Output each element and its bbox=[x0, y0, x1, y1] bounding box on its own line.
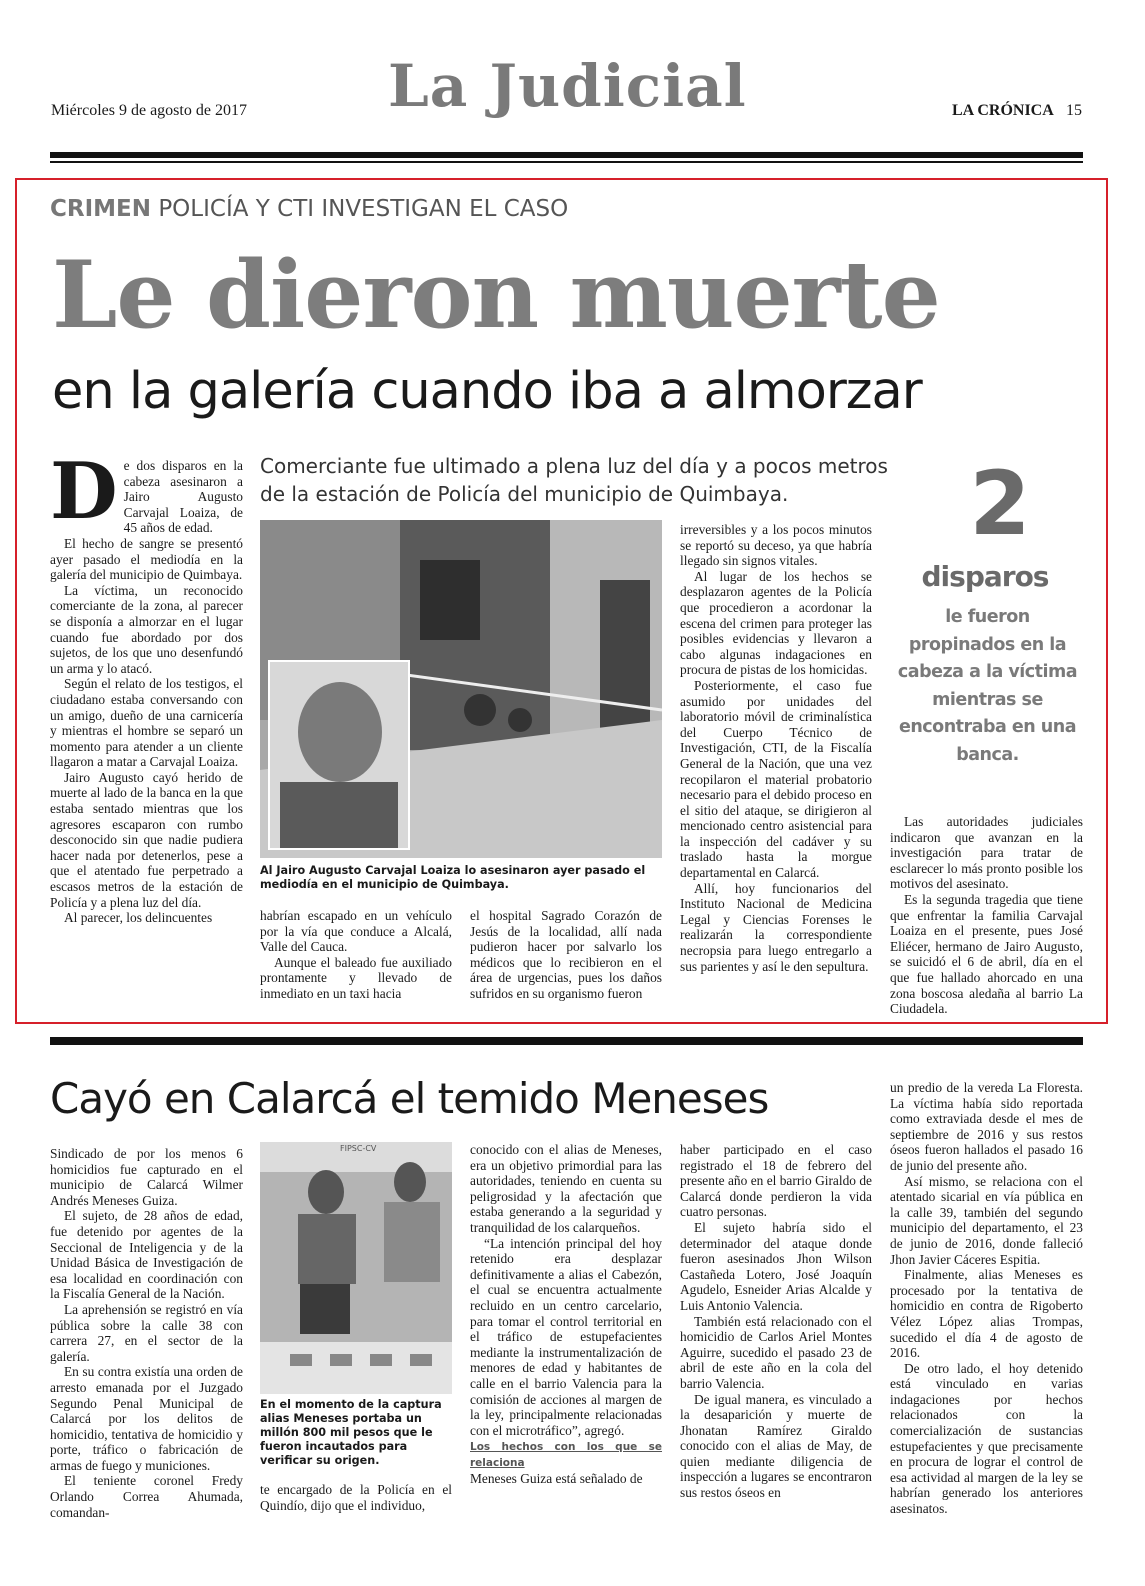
subsection-title: Los hechos con los que se relaciona bbox=[470, 1441, 662, 1469]
headline-main: Le dieron muerte bbox=[52, 240, 940, 349]
kicker-label: CRIMEN bbox=[50, 196, 151, 222]
stat-number: 2 bbox=[969, 452, 1031, 555]
paragraph: e dos disparos en la cabeza asesinaron a Jairo Augusto Carvajal Loaiza, de 45 años de edad. bbox=[123, 458, 243, 536]
paragraph: El teniente coronel Fredy Orlando Correa Ahumada, comandan- bbox=[50, 1473, 243, 1520]
crime-scene-photo bbox=[260, 520, 662, 858]
paragraph: Posteriormente, el caso fue asumido por unidades del laboratorio móvil de criminalística del Cuerpo Técnico de Investigación, CTI, de la Fiscalía General de la Nación, que una vez recopilaron el material probatorio necesario para el debido proceso en el sitio del ataque, se dirigieron al mencionado centro asistencial para la inspección del cadáver y su traslado hasta la morgue departamental en Calarcá. bbox=[680, 677, 872, 881]
article2-column-4 bbox=[680, 1142, 872, 1542]
article2-column-3 bbox=[470, 1142, 662, 1542]
victim-portrait-image bbox=[270, 662, 408, 848]
paragraph: El sujeto, de 28 años de edad, fue detenido por agentes de la Seccional de Inteligencia y de la Unidad Básica de Investigación de esa localidad en coordinación con la Fiscalía General de la Nación. bbox=[50, 1208, 243, 1302]
kicker-text: POLICÍA Y CTI INVESTIGAN EL CASO bbox=[158, 196, 569, 222]
paragraph: Meneses Guiza está señalado de bbox=[470, 1471, 643, 1487]
article1-column-3 bbox=[470, 908, 662, 1018]
capture-caption: En el momento de la captura alias Meneses portaba un millón 800 mil pesos que le fueron incautados para verificar su origen. bbox=[260, 1398, 442, 1467]
photo-label: FIPSC-CV bbox=[340, 1144, 377, 1153]
paragraph: También está relacionado con el homicidio de Carlos Ariel Montes Aguirre, sucedido el pasado 23 de abril de este año en la cola del barrio Valencia. bbox=[680, 1313, 872, 1391]
paragraph: La aprehensión se registró en vía pública sobre la calle 38 con carrera 27, en el sector de la galería. bbox=[50, 1301, 243, 1364]
article1-column-4 bbox=[680, 522, 872, 1018]
capture-photo bbox=[260, 1142, 452, 1394]
paragraph: Según el relato de los testigos, el ciudadano estaba conversando con un amigo, dueño de una carnicería y mientras el hombre se separó un momento para atender a un cliente llagaron a matar a Carvajal Loaiza. bbox=[50, 676, 243, 770]
article-divider bbox=[50, 1037, 1083, 1045]
paragraph: el hospital Sagrado Corazón de Jesús de la localidad, allí nada pudieron hacer por salvarlo los médicos que lo recibieron en el área de urgencias, pues los daños sufridos en su organismo fueron bbox=[470, 908, 662, 1001]
paragraph: irreversibles y a los pocos minutos se reportó su deceso, ya que habría llegado sin signos vitales. bbox=[680, 522, 872, 569]
paragraph: Las autoridades judiciales indicaron que avanzan en la investigación para tratar de esclarecer lo más pronto posible los motivos del asesinato. bbox=[890, 814, 1083, 892]
paragraph: habrían escapado en un vehículo por la vía que conduce a Alcalá, Valle del Cauca. bbox=[260, 908, 452, 955]
paragraph: conocido con el alias de Meneses, era un objetivo primordial para las autoridades, teniendo en cuenta su peligrosidad y la afectación que estaba generando a la seguridad y tranquilidad de los calarqueños. bbox=[470, 1142, 662, 1235]
capture-image bbox=[260, 1142, 452, 1394]
paragraph: De otro lado, el hoy detenido está vinculado en varias indagaciones por hechos relacionados con la comercialización de sustancias estupefacientes y que precisamente en procura de lograr el control de esa actividad al margen de la ley se habrían generado los anteriores asesinatos. bbox=[890, 1360, 1083, 1517]
paragraph: Finalmente, alias Meneses es procesado por la tentativa de homicidio en contra de Rigoberto Vélez López alias Trompas, sucedido el día 4 de agosto de 2016. bbox=[890, 1267, 1083, 1361]
paragraph: haber participado en el caso registrado el 18 de febrero del presente año en el barrio Giraldo de Calarcá donde perdieron la vida cuatro personas. bbox=[680, 1142, 872, 1220]
headline-sub: en la galería cuando iba a almorzar bbox=[52, 362, 922, 421]
masthead-rule-thin bbox=[50, 161, 1083, 163]
article1-column-1 bbox=[50, 458, 243, 1016]
newspaper-name: LA CRÓNICA bbox=[952, 102, 1054, 119]
stat-word: disparos bbox=[921, 560, 1049, 593]
paragraph: Allí, hoy funcionarios del Instituto Nacional de Medicina Legal y Ciencias Forenses le realizarán la correspondiente necropsia para luego entregarlo a sus parientes y así le den sepultura. bbox=[680, 880, 872, 974]
paragraph: un predio de la vereda La Floresta. La víctima había sido reportada como extraviada desde el mes de septiembre de 2016 y sus restos óseos fueron hallados el pasado 16 de junio del presente año. bbox=[890, 1080, 1083, 1173]
photo-caption: Al Jairo Augusto Carvajal Loaiza lo asesinaron ayer pasado el mediodía en el municipio de Quimbaya. bbox=[260, 864, 646, 891]
stat-text: le fueron propinados en la cabeza a la víctima mientras se encontraba en una banca. bbox=[897, 607, 1078, 765]
paragraph: Aunque el baleado fue auxiliado prontamente y llevado de inmediato en un taxi hacia bbox=[260, 954, 452, 1001]
paragraph: Así mismo, se relaciona con el atentado sicarial en vía pública en la calle 39, también del segundo municipio del departamento, el 23 de junio de 2016, donde falleció Jhon Javier Cáceres Espitia. bbox=[890, 1173, 1083, 1267]
subhead: Comerciante fue ultimado a plena luz del día y a pocos metros de la estación de Policía del municipio de Quimbaya. bbox=[260, 454, 888, 506]
article1-column-2 bbox=[260, 908, 452, 1018]
kicker bbox=[50, 196, 568, 222]
paragraph: La víctima, un reconocido comerciante de la zona, al parecer se disponía a almorzar en el lugar cuando fue abordado por dos sujetos, de los que uno desenfundó un arma y lo atacó. bbox=[50, 582, 243, 676]
paragraph: “La intención principal del hoy retenido era desplazar definitivamente a alias el Cabezón, el cual se encuentra actualmente recluido en un centro carcelario, para tomar el control territorial en el tráfico de estupefacientes mediante la instrumentalización de menores de edad y habitantes de calle en el barrio Valencia para la comisión de acciones al margen de la ley, principalmente relacionadas con el microtráfico”, agregó. bbox=[470, 1235, 662, 1438]
drop-cap: D bbox=[50, 458, 118, 537]
paragraph: En su contra existía una orden de arresto emanada por el Juzgado Segundo Penal Municipal de Calarcá por los delitos de homicidio, tentativa de homicidio y porte, tráfico o fabricación de armas de fuego y municiones. bbox=[50, 1364, 243, 1473]
paragraph: te encargado de la Policía en el Quindío, dijo que el individuo, bbox=[260, 1482, 452, 1513]
article2-column-1 bbox=[50, 1146, 243, 1546]
paragraph: Jairo Augusto cayó herido de muerte al lado de la banca en la que estaba sentado mientras que los agresores escaparon con rumbo desconocido sin que nadie pudiera hacer nada por detenerlos, pese a que el atentado fue perpetrado a escasos metros de la estación de Policía y a plena luz del día. bbox=[50, 769, 243, 910]
article2-headline: Cayó en Calarcá el temido Meneses bbox=[50, 1074, 769, 1123]
article2-column-5 bbox=[890, 1080, 1083, 1542]
issue-date: Miércoles 9 de agosto de 2017 bbox=[51, 102, 247, 119]
paragraph: El hecho de sangre se presentó ayer pasado el mediodía en la galería del municipio de Quimbaya. bbox=[50, 535, 243, 583]
article1-column-5 bbox=[890, 814, 1083, 1018]
masthead-rule-thick bbox=[50, 152, 1083, 158]
paragraph: Al parecer, los delincuentes bbox=[64, 910, 213, 926]
paragraph: De igual manera, es vinculado a la desaparición y muerte de Jhonatan Ramírez Giraldo conocido con el alias de May, de quien mediante diligencia de inspección a lugares se encontraron sus restos óseos en bbox=[680, 1391, 872, 1501]
victim-portrait bbox=[268, 660, 410, 850]
page-number: 15 bbox=[1066, 102, 1082, 119]
paragraph: Al lugar de los hechos se desplazaron agentes de la Policía que procedieron a acordonar la escena del crimen para proteger las posibles evidencias y llevaron a cabo algunas indagaciones en procura de pistas de los homicidas. bbox=[680, 568, 872, 678]
article2-column-2 bbox=[260, 1482, 452, 1522]
paragraph: Es la segunda tragedia que tiene que enfrentar la familia Carvajal Loaiza en el presente, pues José Eliécer, hermano de Jairo Augusto, se suicidó el 6 de abril, día en el que fue hallado ahorcado en una zona boscosa aledaña al barrio La Ciudadela. bbox=[890, 891, 1083, 1017]
section-title: La Judicial bbox=[388, 52, 747, 120]
paragraph: Sindicado de por los menos 6 homicidios fue capturado en el municipio de Calarcá Wilmer Andrés Meneses Guiza. bbox=[50, 1146, 243, 1208]
paragraph: El sujeto habría sido el determinador del ataque donde fueron asesinados Jhon Wilson Castañeda Lotero, José Joaquín Agudelo, Esneider Arias Alcalde y Luis Antonio Valencia. bbox=[680, 1219, 872, 1313]
